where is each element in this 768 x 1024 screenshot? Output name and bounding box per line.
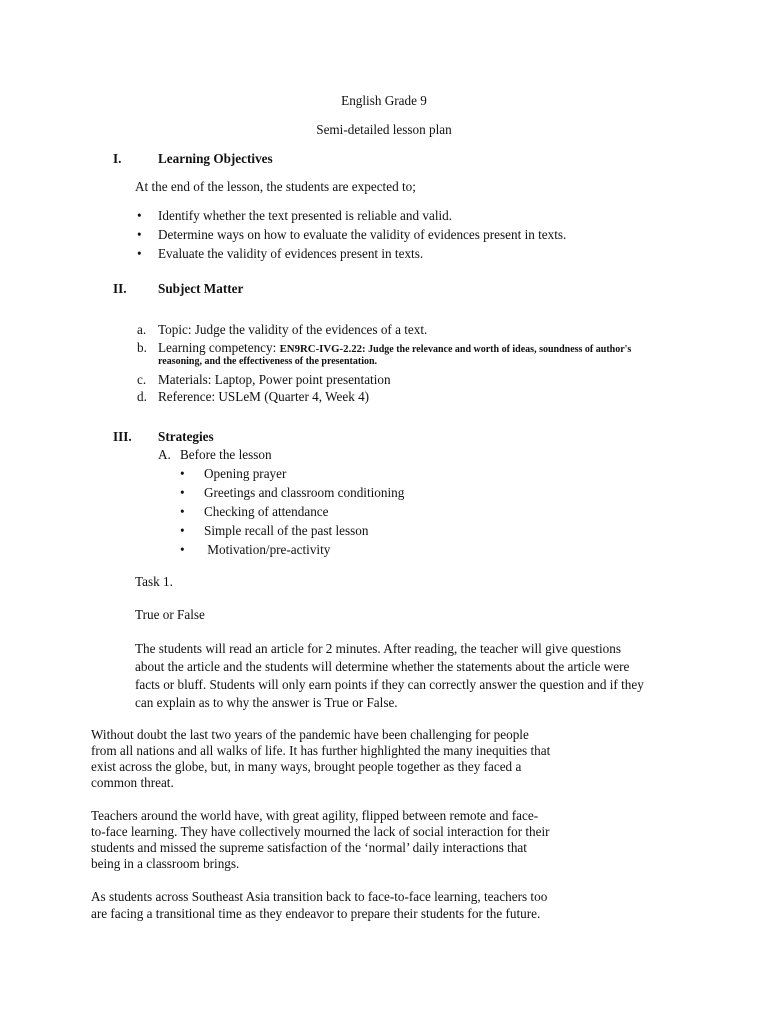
article-line: from all nations and all walks of life. It has further highlighted the many inequities that	[91, 743, 551, 758]
bullet-icon: •	[180, 466, 185, 481]
article-line: Without doubt the last two years of the pandemic have been challenging for people	[91, 727, 529, 742]
task-description-line: about the article and the students will determine whether the statements about the article were	[135, 659, 630, 674]
strategy-item: Greetings and classroom conditioning	[204, 485, 405, 500]
bullet-icon: •	[180, 504, 185, 519]
article-line: Teachers around the world have, with great agility, flipped between remote and face-	[91, 808, 539, 823]
strategy-item: Checking of attendance	[204, 504, 329, 519]
section-3-numeral: III.	[113, 429, 132, 444]
bullet-icon: •	[137, 246, 142, 261]
bullet-icon: •	[180, 485, 185, 500]
task-label: Task 1.	[135, 574, 173, 589]
objective-item: Identify whether the text presented is reliable and valid.	[158, 208, 453, 223]
article-line: common threat.	[91, 775, 174, 790]
list-letter: c.	[137, 372, 147, 387]
list-letter: b.	[137, 340, 147, 355]
document-title: English Grade 9	[341, 93, 427, 108]
competency-detail: Judge the relevance and worth of ideas, soundness of author's	[365, 344, 632, 355]
task-title: True or False	[135, 607, 205, 622]
article-line: to-face learning. They have collectively mourned the lack of social interaction for their	[91, 824, 550, 839]
strategy-subheading: Before the lesson	[180, 447, 272, 462]
bullet-icon: •	[180, 542, 185, 557]
subject-item-materials: Materials: Laptop, Power point presentation	[158, 372, 391, 387]
subject-item-topic: Topic: Judge the validity of the evidences of a text.	[158, 322, 428, 337]
bullet-icon: •	[137, 227, 142, 242]
strategy-letter: A.	[158, 447, 171, 462]
section-1-numeral: I.	[113, 151, 122, 166]
task-description-line: facts or bluff. Students will only earn points if they can correctly answer the question and if they	[135, 677, 644, 692]
article-line: As students across Southeast Asia transition back to face-to-face learning, teachers too	[91, 889, 548, 904]
strategy-item: Simple recall of the past lesson	[204, 523, 369, 538]
article-line: students and missed the supreme satisfaction of the ‘normal’ daily interactions that	[91, 840, 527, 855]
objectives-intro: At the end of the lesson, the students are expected to;	[135, 179, 416, 194]
task-description-line: The students will read an article for 2 minutes. After reading, the teacher will give questions	[135, 641, 621, 656]
objective-item: Determine ways on how to evaluate the validity of evidences present in texts.	[158, 227, 567, 242]
article-line: are facing a transitional time as they endeavor to prepare their students for the future.	[91, 906, 541, 921]
section-2-numeral: II.	[113, 281, 127, 296]
section-3-heading: Strategies	[158, 429, 214, 444]
objective-item: Evaluate the validity of evidences present in texts.	[158, 246, 424, 261]
task-description-line: can explain as to why the answer is True or False.	[135, 695, 398, 710]
section-1-heading: Learning Objectives	[158, 151, 273, 166]
subject-item-reference: Reference: USLeM (Quarter 4, Week 4)	[158, 389, 370, 404]
article-line: exist across the globe, but, in many ways, brought people together as they faced a	[91, 759, 522, 774]
competency-code: EN9RC-IVG-2.22:	[279, 343, 366, 355]
document-subtitle: Semi-detailed lesson plan	[316, 122, 452, 137]
article-line: being in a classroom brings.	[91, 856, 240, 871]
strategy-item: Opening prayer	[204, 466, 287, 481]
bullet-icon: •	[180, 523, 185, 538]
strategy-item: Motivation/pre-activity	[204, 542, 331, 557]
competency-label: Learning competency:	[158, 340, 280, 355]
list-letter: d.	[137, 389, 147, 404]
section-2-heading: Subject Matter	[158, 281, 244, 296]
bullet-icon: •	[137, 208, 142, 223]
competency-detail-cont: reasoning, and the effectiveness of the presentation.	[158, 356, 378, 367]
list-letter: a.	[137, 322, 147, 337]
